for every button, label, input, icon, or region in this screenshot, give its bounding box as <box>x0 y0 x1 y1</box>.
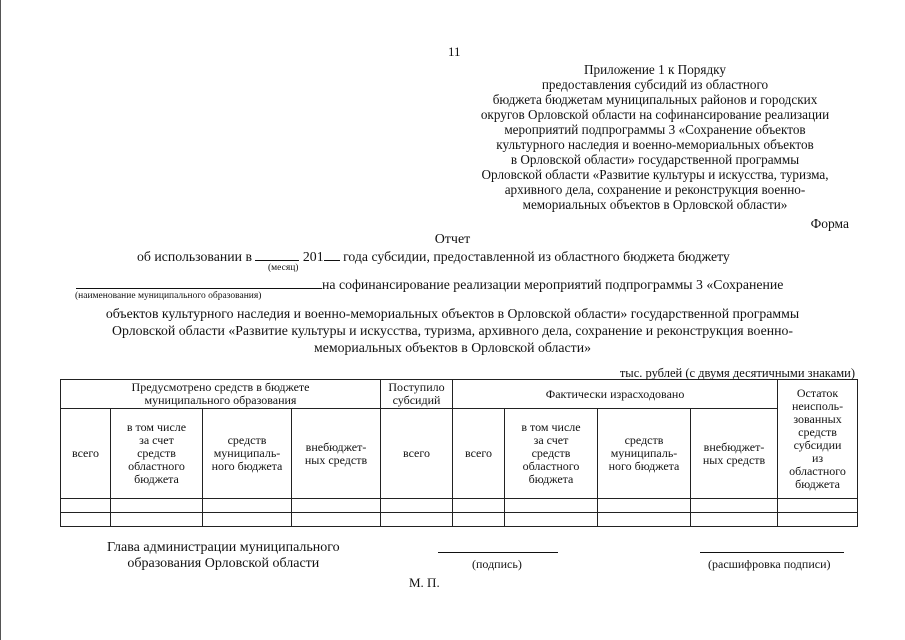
table-cell[interactable] <box>381 499 453 513</box>
table-cell[interactable] <box>203 499 292 513</box>
report-paragraph-line: мемориальных объектов в Орловской области» <box>314 340 591 355</box>
report-paragraph <box>40 305 865 356</box>
table-cell[interactable] <box>598 513 691 527</box>
appendix-line: мероприятий подпрограммы 3 «Сохранение объектов <box>504 122 806 137</box>
signatory-position-line: Глава администрации муниципального <box>107 540 340 555</box>
table-cell[interactable] <box>691 499 778 513</box>
table-cell[interactable] <box>203 513 292 527</box>
table-cell[interactable] <box>292 513 381 527</box>
form-label: Форма <box>810 216 849 231</box>
stamp-place: М. П. <box>409 575 440 590</box>
report-line-1 <box>137 248 730 265</box>
municipality-blank <box>76 276 322 289</box>
header-spent-municipal-funds: средств муниципаль- ного бюджета <box>598 409 691 499</box>
table-cell[interactable] <box>61 513 111 527</box>
appendix-line: мемориальных объектов в Орловской области» <box>522 197 788 212</box>
signature-caption: (подпись) <box>472 557 522 571</box>
header-received-total: всего <box>381 409 453 499</box>
year-blank <box>324 248 340 261</box>
report-line-2-text: на софинансирование реализации мероприятий подпрограммы 3 «Сохранение <box>322 277 784 292</box>
signatory-position-line: образования Орловской области <box>127 556 320 571</box>
header-spent-group: Фактически израсходовано <box>453 380 778 409</box>
signatory-position <box>107 540 340 572</box>
page-number: 11 <box>448 44 461 59</box>
appendix-line: округов Орловской области на софинансирование реализации <box>480 107 830 122</box>
header-extrabudgetary-funds: внебюджет- ных средств <box>292 409 381 499</box>
table-cell[interactable] <box>453 513 505 527</box>
appendix-line: бюджета бюджетам муниципальных районов и городских <box>492 92 818 107</box>
table-cell[interactable] <box>453 499 505 513</box>
appendix-header <box>440 62 870 212</box>
table-cell[interactable] <box>691 513 778 527</box>
header-budget-group: Предусмотрено средств в бюджете муниципального образования <box>61 380 381 409</box>
appendix-line: в Орловской области» государственной программы <box>510 152 800 167</box>
table-row <box>61 513 858 527</box>
signature-line <box>438 552 558 553</box>
page-left-edge-line <box>0 0 1 640</box>
year-prefix: 201 <box>302 249 324 264</box>
header-municipal-funds: средств муниципаль- ного бюджета <box>203 409 292 499</box>
table-cell[interactable] <box>778 499 858 513</box>
appendix-line: архивного дела, сохранение и реконструкция военно- <box>504 182 806 197</box>
table-header-row <box>61 380 858 409</box>
table-cell[interactable] <box>505 513 598 527</box>
month-blank <box>255 248 299 261</box>
header-spent-regional-funds: в том числе за счет средств областного бюджета <box>505 409 598 499</box>
table-row <box>61 499 858 513</box>
table-cell[interactable] <box>292 499 381 513</box>
signature-decoding-line <box>700 552 844 553</box>
report-line-1-start: об использовании в <box>137 249 252 264</box>
report-paragraph-line: Орловской области «Развитие культуры и искусства, туризма, архивного дела, сохранение и реконструкция военно- <box>112 323 793 338</box>
report-table <box>60 379 858 527</box>
signature-decoding-caption: (расшифровка подписи) <box>708 557 831 571</box>
header-spent-total: всего <box>453 409 505 499</box>
table-subheader-row <box>61 409 858 499</box>
header-regional-funds: в том числе за счет средств областного бюджета <box>111 409 203 499</box>
municipality-caption: (наименование муниципального образования) <box>75 291 262 301</box>
table-cell[interactable] <box>598 499 691 513</box>
report-line-1-end: года субсидии, предоставленной из областного бюджета бюджету <box>343 249 730 264</box>
header-remainder: Остаток неисполь- зованных средств субсидии из областного бюджета <box>778 380 858 499</box>
table-cell[interactable] <box>505 499 598 513</box>
table-cell[interactable] <box>61 499 111 513</box>
table-cell[interactable] <box>778 513 858 527</box>
report-title: Отчет <box>434 232 471 247</box>
header-spent-extrabudgetary-funds: внебюджет- ных средств <box>691 409 778 499</box>
table-cell[interactable] <box>111 513 203 527</box>
report-paragraph-line: объектов культурного наследия и военно-мемориальных объектов в Орловской области» государственной программы <box>105 306 800 321</box>
header-total: всего <box>61 409 111 499</box>
table-cell[interactable] <box>111 499 203 513</box>
appendix-line: предоставления субсидий из областного <box>541 77 769 92</box>
appendix-line: Орловской области «Развитие культуры и искусства, туризма, <box>481 167 829 182</box>
month-caption: (месяц) <box>268 263 299 273</box>
table-cell[interactable] <box>381 513 453 527</box>
appendix-line: культурного наследия и военно-мемориальных объектов <box>496 137 814 152</box>
header-received: Поступило субсидий <box>381 380 453 409</box>
units-note: тыс. рублей (с двумя десятичными знаками) <box>619 366 855 380</box>
appendix-line: Приложение 1 к Порядку <box>584 62 726 77</box>
